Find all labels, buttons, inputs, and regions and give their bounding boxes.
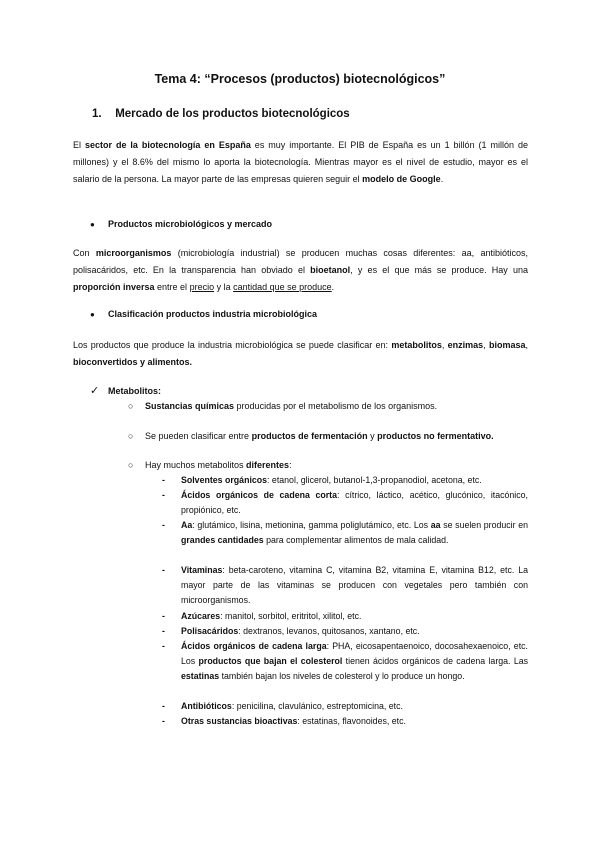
section-number: 1.: [92, 108, 102, 120]
circle-item-2: ○ Se pueden clasificar entre productos de fermentación y productos no fermentativo.: [128, 431, 494, 441]
metabolite-item-solvents: - Solventes orgánicos: etanol, glicerol, butanol-1,3-propanodiol, acetona, etc.: [162, 475, 482, 485]
bullet-icon: ●: [90, 220, 95, 229]
bullet-heading-classification: ● Clasificación productos industria microbiológica: [90, 309, 318, 319]
metabolite-item-aa: - Aa: glutámico, lisina, metionina, gamma poliglutámico, etc. Los aa se suelen producir en grandes cantidades para complementar alimentos de mala calidad.: [162, 520, 528, 545]
metabolite-item-long-acids: - Ácidos orgánicos de cadena larga: PHA, eicosapentaenoico, docosahexaenoico, etc. Los productos que bajan el colesterol tienen ácidos orgánicos de cadena larga. Las estatinas también bajan los niveles de colesterol y lo produce un hongo.: [162, 641, 528, 681]
page-title: Tema 4: “Procesos (productos) biotecnológicos”: [154, 72, 446, 86]
metabolite-item-bioactive: - Otras sustancias bioactivas: estatinas, flavonoides, etc.: [162, 716, 406, 726]
metabolites-heading: ✓ Metabolitos:: [90, 385, 161, 397]
bullet-heading-market: ● Productos microbiológicos y mercado: [90, 219, 273, 229]
bullet-icon: ●: [90, 310, 95, 319]
intro-paragraph: El sector de la biotecnología en España es muy importante. El PIB de España es un 1 billón (1 millón de millones) y el 8.6% del mismo lo aporta la biotecnología. Mientras mayor es el nivel de estudio, mayor es el salario de la persona. La mayor parte de las empresas quieren seguir el modelo de Google.: [73, 140, 528, 184]
microorganisms-paragraph: Con microorganismos (microbiología industrial) se producen muchas cosas diferentes: aa, antibióticos, polisacáridos, etc. En la transparencia han obviado el bioetanol, y es el que más se produce. Hay una proporción inversa entre el precio y la cantidad que se produce.: [73, 248, 528, 292]
checkmark-icon: ✓: [90, 385, 100, 397]
classification-paragraph: Los productos que produce la industria microbiológica se puede clasificar en: metabolitos, enzimas, biomasa, bioconvertidos y alimentos.: [73, 340, 528, 367]
circle-bullet-icon: ○: [128, 431, 134, 441]
metabolite-item-sugars: - Azúcares: manitol, sorbitol, eritritol, xilitol, etc.: [162, 611, 362, 621]
metabolite-item-short-acids: - Ácidos orgánicos de cadena corta: cítrico, láctico, acético, glucónico, itacónico, propiónico, etc.: [162, 490, 528, 515]
metabolite-item-polysaccharides: - Polisacáridos: dextranos, levanos, quitosanos, xantano, etc.: [162, 626, 420, 636]
circle-item-1: ○ Sustancias químicas producidas por el metabolismo de los organismos.: [128, 401, 438, 411]
section-heading: [92, 108, 350, 120]
section-title: Mercado de los productos biotecnológicos: [115, 108, 350, 120]
circle-bullet-icon: ○: [128, 401, 134, 411]
metabolite-item-vitamins: - Vitaminas: beta-caroteno, vitamina C, vitamina B2, vitamina E, vitamina B12, etc. La mayor parte de las vitaminas se producen con vegetales pero también con microorganismos.: [162, 565, 528, 605]
circle-bullet-icon: ○: [128, 460, 134, 470]
metabolite-item-antibiotics: - Antibióticos: penicilina, clavulánico, estreptomicina, etc.: [162, 701, 403, 711]
circle-item-3: ○ Hay muchos metabolitos diferentes:: [128, 460, 292, 470]
